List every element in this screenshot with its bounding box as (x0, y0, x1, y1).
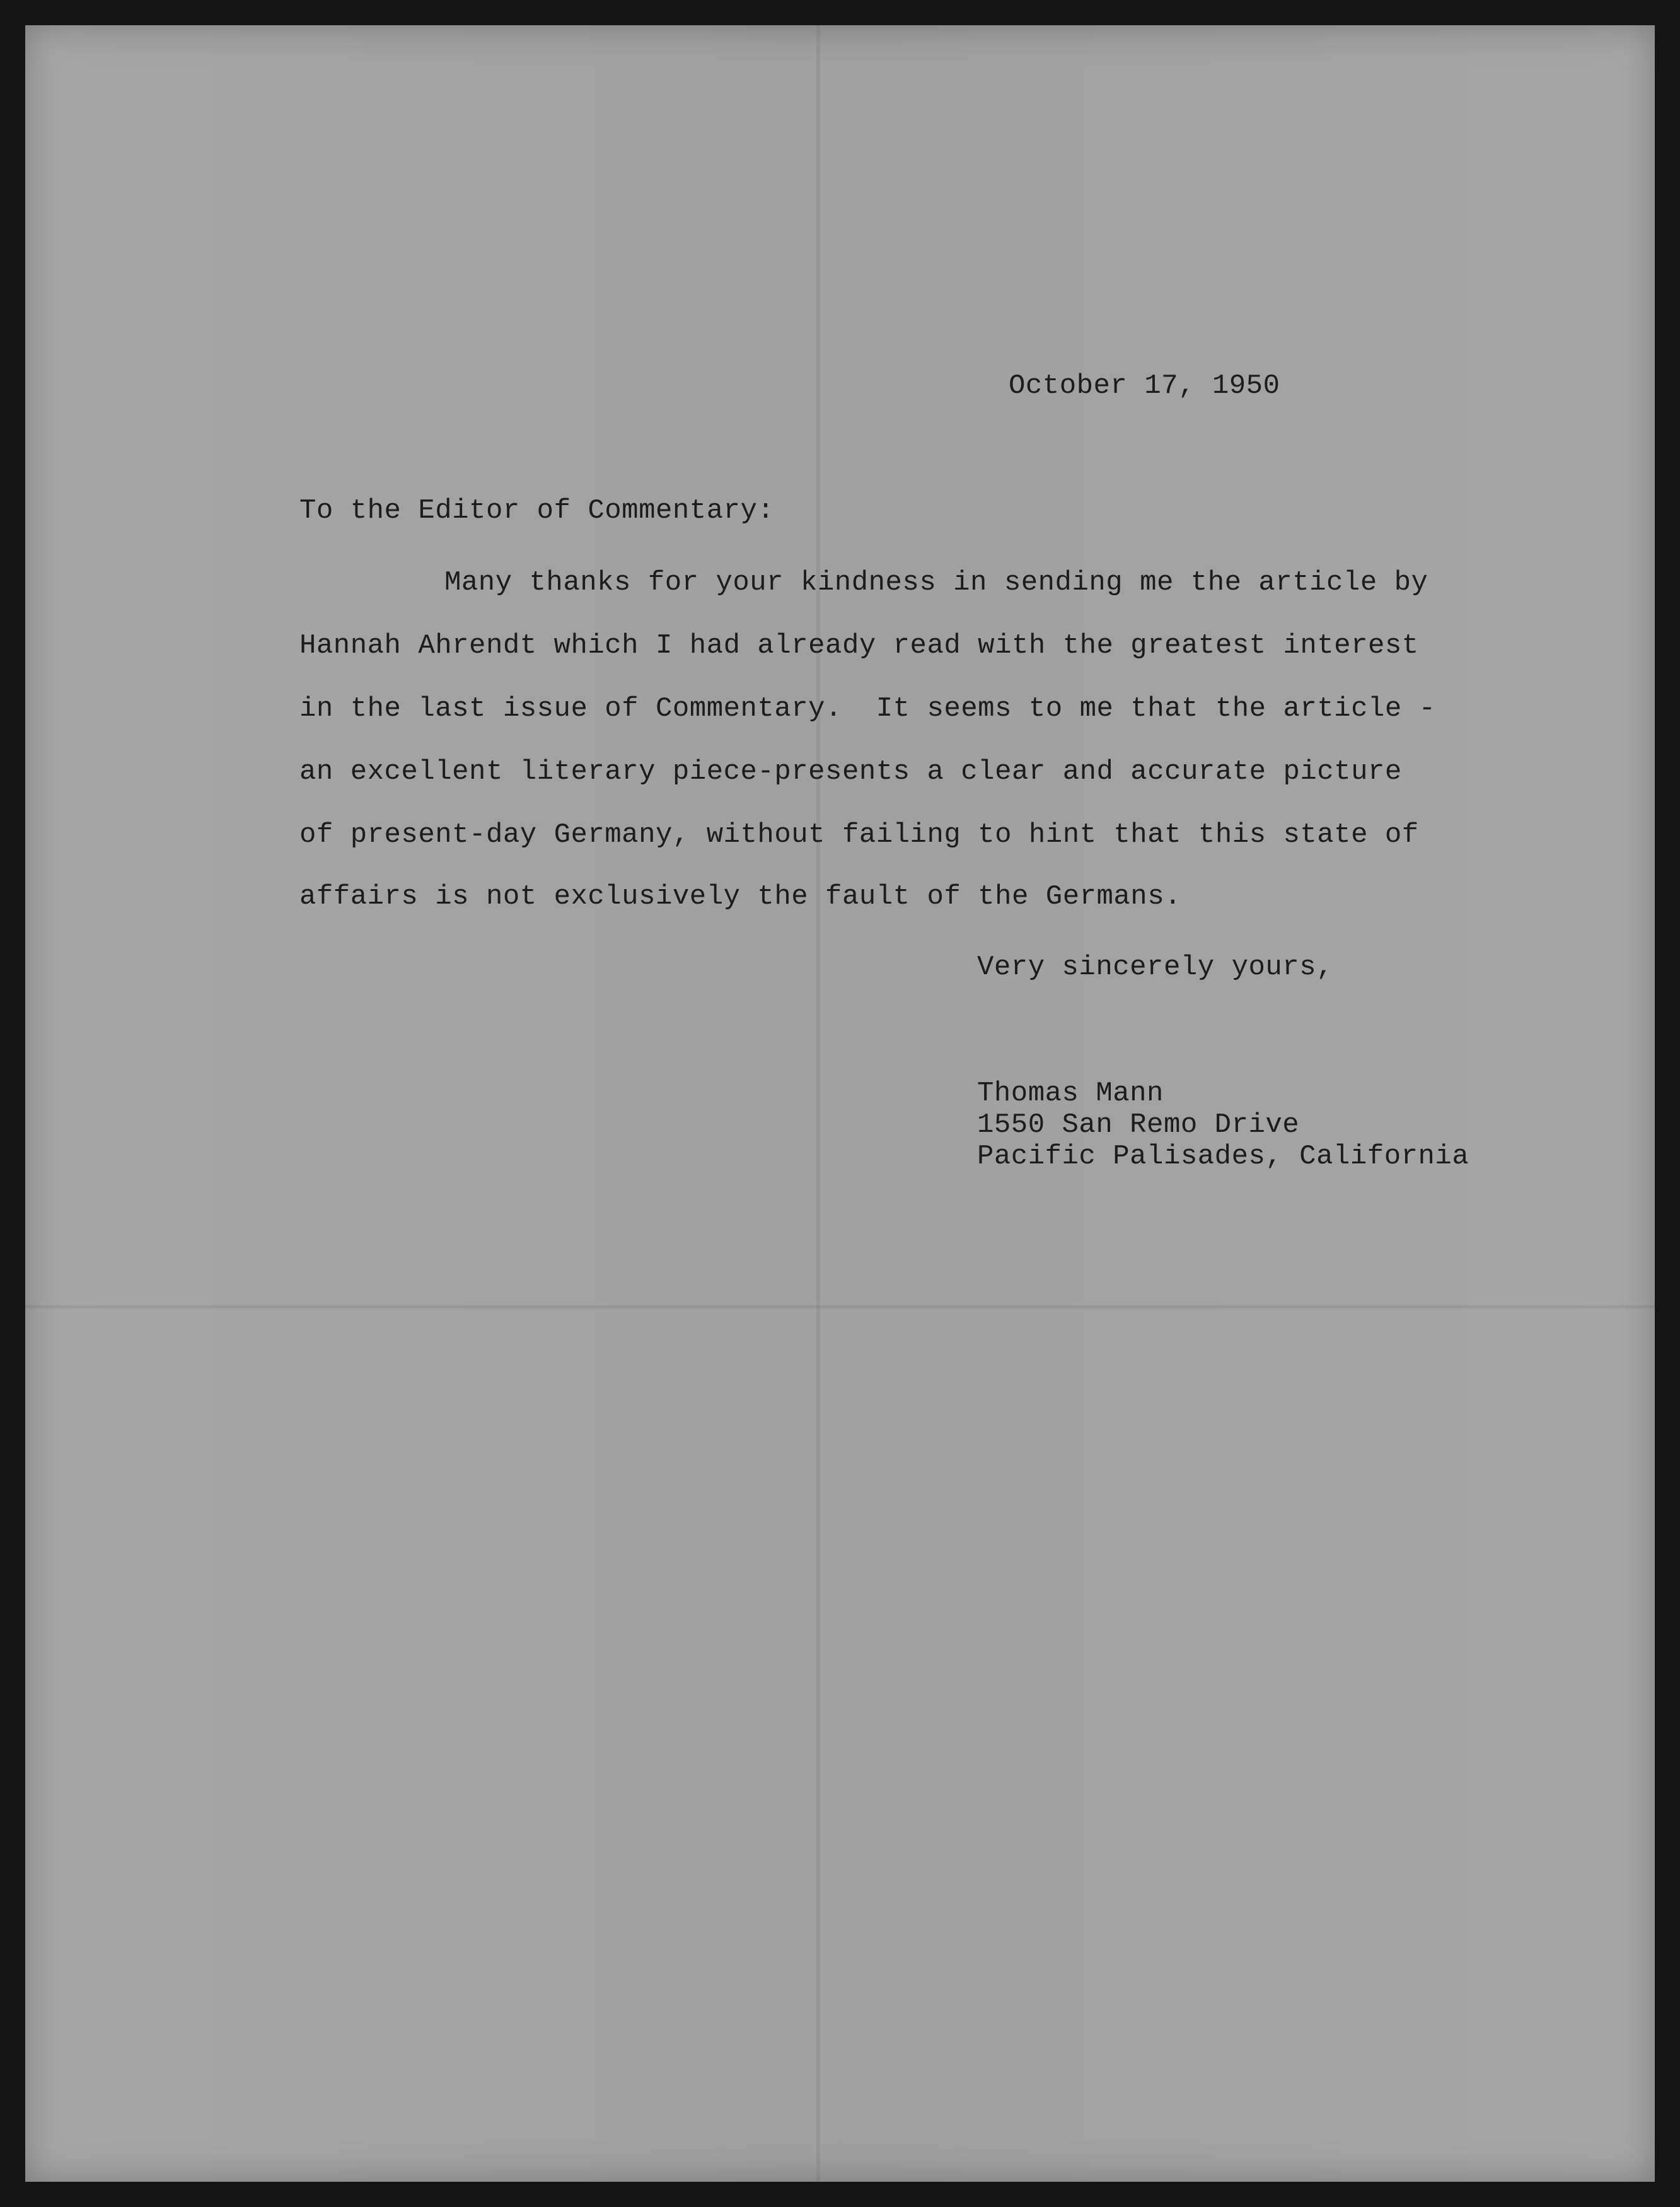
vertical-fold-crease (816, 25, 820, 2182)
body-line-1: Many thanks for your kindness in sending me the article by (444, 567, 1428, 598)
signature-street: 1550 San Remo Drive (977, 1109, 1300, 1141)
body-line-2: Hannah Ahrendt which I had already read with the greatest interest (299, 630, 1419, 661)
signature-city: Pacific Palisades, California (977, 1141, 1469, 1172)
horizontal-fold-crease (25, 1305, 1655, 1308)
body-line-5: of present-day Germany, without failing to hint that this state of (299, 819, 1419, 851)
signature-name: Thomas Mann (977, 1078, 1164, 1109)
closing: Very sincerely yours, (977, 952, 1333, 983)
letter-date: October 17, 1950 (1009, 370, 1280, 402)
body-line-4: an excellent literary piece-presents a clear and accurate picture (299, 756, 1402, 788)
letter-page (25, 25, 1655, 2182)
body-line-3: in the last issue of Commentary. It seems to me that the article - (299, 693, 1436, 725)
salutation: To the Editor of Commentary: (299, 495, 775, 527)
body-line-6: affairs is not exclusively the fault of the Germans. (299, 881, 1182, 912)
